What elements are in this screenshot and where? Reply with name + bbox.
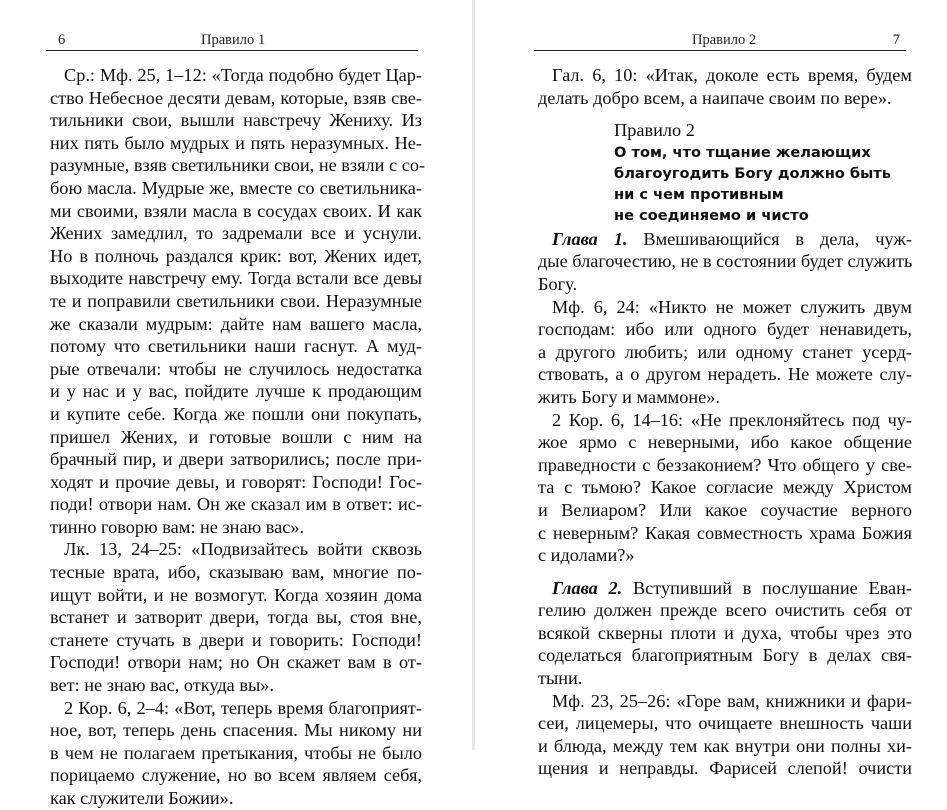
scripture-quotes-a [538, 296, 912, 567]
text-line: вет: не знаю вас, откуда вы». [50, 675, 274, 696]
chapter-label: Глава 1. [552, 228, 628, 249]
paragraph [538, 409, 912, 567]
text-line: та с тьмою? Какое согласие между Христом [538, 477, 912, 498]
text-line: Но в полночь раздался крик: вот, Жених идет, [50, 245, 422, 266]
text-line: них пять было мудрых и пять неразумных. Не- [50, 132, 422, 153]
text-line: поди! отвори нам. Он же сказал им в ответ: ис- [50, 494, 422, 515]
chapter-first-line: Вмешивающийся в дела, чуж- [627, 228, 913, 249]
text-line: господам: ибо или одного будет ненавидеть, [538, 319, 912, 340]
text-line: жить Богу и маммоне». [538, 386, 720, 407]
text-line: и купите себе. Когда же пошли они покупать, [50, 403, 422, 424]
text-line [538, 228, 912, 251]
text-line: и Велиаром? Или какое соучастие верного [538, 499, 912, 520]
text-line: ни с чем противным [614, 185, 784, 203]
galatians-paragraph [538, 64, 912, 109]
text-line: сеи, лицемеры, что очищаете внешность чаши [538, 713, 912, 734]
text-line: всякой скверны плоти и духа, чтобы чрез это [538, 622, 912, 643]
text-line: Гал. 6, 10: «Итак, доколе есть время, будем [552, 65, 912, 85]
text-line: ходят и прочие девы, и говорят: Господи! Гос- [50, 471, 422, 492]
text-line: Богу. [538, 273, 578, 294]
text-line: тильники свои, вышли навстречу Жениху. Из [50, 110, 422, 131]
paragraph [50, 538, 422, 696]
text-line: встанет и затворит двери, тогда вы, стоя вне, [50, 607, 422, 628]
text-line: 2 Кор. 6, 2–4: «Вот, теперь время благоприят- [64, 697, 422, 718]
chapter-first-line: Вступивший в послушание Еван- [622, 577, 912, 598]
text-line: Господи! отвори нам; но Он скажет вам в от- [50, 652, 422, 673]
paragraph [50, 64, 426, 538]
text-line: благоугодить Богу должно быть [614, 164, 891, 182]
text-line: соделаться благоприятным Богу в делах свя- [538, 645, 912, 666]
text-line [538, 577, 912, 600]
left-running-head [46, 31, 418, 51]
text-line: как служители Божии». [50, 788, 234, 808]
text-line: разумные, взяв светильники свои, не взяли с со- [50, 155, 426, 176]
text-line: тинно говорю вам: не знаю вас». [50, 516, 305, 537]
text-line: пришел Жених, и готовые вошли с ним на [50, 426, 422, 447]
text-line: и блюда, между тем как внутри они полны хи- [538, 735, 912, 756]
paragraph [538, 690, 912, 780]
right-page-number: 7 [892, 32, 900, 48]
paragraph [50, 697, 422, 810]
text-line: выходите навстречу ему. Тогда встали все девы [50, 268, 422, 289]
left-page-body [50, 64, 426, 810]
text-line: 2 Кор. 6, 14–16: «Не преклоняйтесь под чу- [552, 409, 912, 430]
right-running-head [534, 31, 906, 51]
text-line: Жених замедлил, то задремали все и уснули. [50, 223, 422, 244]
text-line: гелию должен прежде всего очистить себя от [538, 600, 912, 621]
paragraph [538, 296, 912, 409]
chapter-label: Глава 2. [552, 577, 623, 598]
text-line: делать добро всем, а наипаче своим по вере». [538, 87, 892, 108]
text-line: станете стучать в двери и говорить: Господи! [50, 629, 422, 650]
rule-title: Правило 2 [614, 120, 695, 141]
text-line: Мф. 6, 24: «Никто не может служить двум [552, 296, 912, 317]
text-line: Мф. 23, 25–26: «Горе вам, книжники и фари- [552, 690, 912, 711]
text-line: дые благочестию, не в состоянии будет служить [538, 251, 913, 272]
text-line: порицаемо служение, но во всем являем себя, [50, 765, 422, 786]
text-line: праведности с беззаконием? Что общего у све- [538, 454, 912, 475]
text-line: же сказали мудрым: дайте нам вашего масла, [50, 313, 422, 334]
text-line: ствовать, а о другом нерадеть. Не можете слу- [538, 364, 912, 385]
left-page [0, 0, 473, 808]
text-line: не соединяемо и чисто [614, 206, 809, 224]
text-line: О том, что тщание желающих [614, 143, 871, 161]
text-line: те и поправили светильники свои. Неразумные [50, 290, 422, 311]
text-line: рые отвечали: чтобы не случилось недостатка [50, 358, 422, 379]
text-line: жое ярмо с неверными, ибо какое общение [538, 432, 912, 453]
text-line: потому что светильники наши гаснут. А муд- [50, 336, 422, 357]
text-line: тыни. [538, 668, 583, 689]
scripture-quotes-b [538, 690, 912, 780]
text-line: тесные врата, ибо, сказываю вам, многие по- [50, 562, 422, 583]
right-page-body [538, 64, 912, 780]
text-line: с идолами?» [538, 545, 635, 566]
text-line: ми своими, взяли масла в сосудах своих. И как [50, 200, 422, 221]
left-page-number: 6 [58, 32, 66, 48]
text-line: ищут войти, и не возмогут. Когда хозяин дома [50, 584, 422, 605]
text-line: брачный пир, и двери затворились; после при- [50, 449, 422, 470]
text-line: ное, вот, теперь день спасения. Мы никому ни [50, 720, 422, 741]
chapter-2-paragraph [538, 577, 912, 690]
right-page [474, 0, 947, 779]
text-line: в чем не полагаем претыкания, чтобы не было [50, 742, 422, 763]
text-line: Лк. 13, 24–25: «Подвизайтесь войти сквозь [64, 539, 422, 560]
text-line: а другого любить; или одному станет усерд- [538, 341, 912, 362]
text-line: ство Небесное десяти девам, которые, взяв све- [50, 87, 422, 108]
text-line: с неверным? Какая совместность храма Божия [538, 522, 912, 543]
text-line: бою масла. Мудрые же, вместе со светильника- [50, 177, 422, 198]
text-line: щения и неправды. Фарисей слепой! очисти [538, 758, 912, 779]
left-running-title: Правило 1 [201, 32, 266, 48]
rule-heading [614, 142, 912, 226]
right-running-title: Правило 2 [692, 32, 757, 48]
text-line: Ср.: Мф. 25, 1–12: «Тогда подобно будет Цар- [64, 65, 422, 85]
chapter-1-paragraph [538, 228, 912, 296]
text-line: и у нас и у вас, пойдите лучше к продающим [50, 381, 422, 402]
